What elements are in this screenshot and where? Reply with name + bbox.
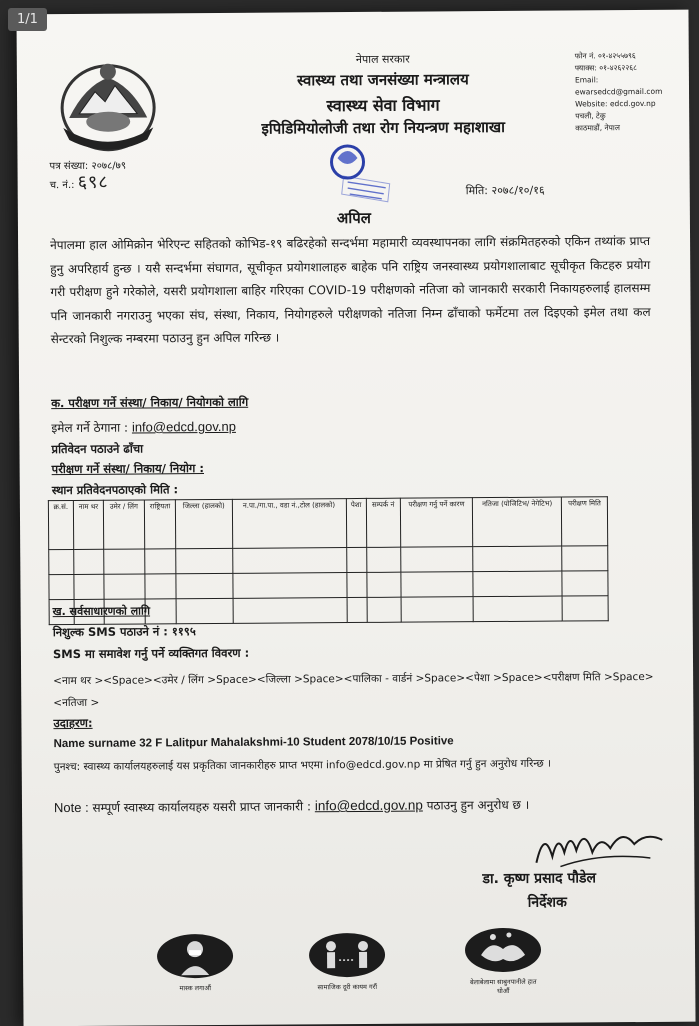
table-cell bbox=[346, 547, 366, 572]
report-format-label: प्रतिवेदन पठाउने ढाँचा bbox=[51, 441, 144, 457]
table-cell bbox=[562, 571, 608, 596]
table-cell bbox=[367, 597, 401, 622]
org-line: परीक्षण गर्ने संस्था/ निकाय/ नियोग : bbox=[51, 461, 205, 477]
appeal-body: नेपालमा हाल ओमिक्रोन भेरिएन्ट सहितको कोभिड-१९ बढिरहेको सन्दर्भमा महामारी व्यवस्थापनका लागि संक्रमितहरुको एकिन तथ्यांक प्राप्त हुनु अपरिहार्य हुन्छ । यसै सन्दर्भमा संघागत, सूचीकृत प्रयोगशालाहरु बाहेक पनि राष्ट्रिय जनस्वास्थ्य प्रयोगशालाबाट सूचीकृत किटहरु प्रयोग गरी परीक्षण हुने गरेकोले, यसरी प्रयोगशाला बाहिर गरिएका COVID-19 परीक्षणको नतिजा को जानकारी सरकारी निकायहरुलाई हालसम्म पनि जानकारी नगराउनु भएका संघ, संस्था, निकाय, नियोगहरुले परीक्षणको नतिजा निम्न ढाँचाको फर्मेटमा तल दिइएको इमेल तथा कल सेन्टरको निशुल्क नम्बरमा पठाउनु हुन अपिल गरिन्छ । bbox=[50, 233, 651, 347]
postscript-text: पुनश्च: स्वास्थ्य कार्यालयहरुलाई यस प्रकृतिका जानकारीहरु प्राप्त भएमा info@edcd.gov.np मा प्रेषित गर्नु हुन अनुरोध गरिन्छ । bbox=[53, 757, 552, 774]
contact-address-1: पचली, टेकु bbox=[575, 111, 606, 121]
table-cell bbox=[145, 574, 177, 599]
table-header-cell: परीक्षण गर्नु पर्ने कारण bbox=[400, 498, 473, 548]
patra-value: २०७८/७९ bbox=[91, 160, 127, 172]
table-cell bbox=[400, 547, 473, 573]
table-header-row bbox=[48, 497, 607, 550]
section-b-heading: ख. सर्वसाधारणको लागि bbox=[52, 604, 151, 619]
signature-icon bbox=[530, 822, 670, 873]
table-cell bbox=[401, 572, 474, 598]
division-name: इपिडिमियोलोजी तथा रोग नियन्त्रण महाशाखा bbox=[261, 117, 506, 138]
cha-label: च. नं.: bbox=[49, 179, 75, 192]
table-header-cell: राष्ट्रियता bbox=[144, 500, 176, 549]
note-email-link[interactable]: info@edcd.gov.np bbox=[314, 797, 423, 814]
signatory-title: निर्देशक bbox=[527, 894, 567, 911]
handwash-caption: बेलाबेलामा साबुनपानीले हात धोऔं bbox=[469, 977, 537, 996]
note-text: सम्पूर्ण स्वास्थ्य कार्यालयहरु यसरी प्राप्त जानकारी : bbox=[92, 799, 312, 815]
table-cell bbox=[49, 574, 74, 599]
patra-label: पत्र संख्या: bbox=[49, 160, 89, 173]
department-name: स्वास्थ्य सेवा विभाग bbox=[326, 95, 440, 116]
table-cell bbox=[401, 597, 474, 623]
table-header-cell: न.पा./गा.पा., वडा नं.,टोल (हालको) bbox=[232, 499, 346, 549]
email-label: इमेल गर्ने ठेगाना : bbox=[51, 420, 129, 436]
note-label: Note : bbox=[53, 799, 89, 816]
email-link[interactable]: info@edcd.gov.np bbox=[131, 418, 236, 435]
table-cell bbox=[176, 573, 232, 598]
table-cell bbox=[104, 549, 145, 574]
table-header-cell: क्र.सं. bbox=[48, 500, 73, 549]
table-row bbox=[49, 571, 608, 600]
page-counter: 1/1 bbox=[8, 8, 47, 31]
contact-address-2: काठमाडौं, नेपाल bbox=[575, 123, 620, 133]
table-cell bbox=[74, 574, 105, 599]
table-cell bbox=[473, 546, 562, 572]
table-cell bbox=[473, 596, 562, 622]
table-cell bbox=[232, 548, 346, 574]
table-header-cell: उमेर / लिंग bbox=[104, 500, 145, 549]
mask-caption: मास्क लगाऔं bbox=[179, 984, 212, 993]
handwash-icon bbox=[463, 925, 543, 976]
table-cell bbox=[233, 598, 347, 624]
table-header-cell: नतिजा (पोजिटिभ/ नेगेटिभ) bbox=[473, 497, 562, 547]
table-cell bbox=[176, 598, 232, 623]
table-row bbox=[49, 546, 608, 575]
office-stamp-icon bbox=[307, 136, 398, 209]
mask-icon bbox=[155, 931, 235, 982]
distance-caption: सामाजिक दूरी कायम गरौं bbox=[317, 982, 378, 992]
sms-detail-label: SMS मा समावेश गर्नु पर्ने व्यक्तिगत विवरण : bbox=[52, 645, 250, 662]
table-cell bbox=[347, 572, 367, 597]
cha-value: ६९८ bbox=[77, 171, 109, 193]
note-row bbox=[54, 796, 529, 816]
contact-website: Website: edcd.gov.np bbox=[575, 98, 656, 109]
table-cell bbox=[104, 574, 145, 599]
distance-icon bbox=[307, 930, 387, 981]
gov-name: नेपाल सरकार bbox=[355, 52, 410, 66]
table-cell bbox=[347, 597, 367, 622]
sms-number: निशुल्क SMS पठाउने नं : ११९५ bbox=[52, 624, 196, 640]
letter-date: मिति: २०७८/१०/१६ bbox=[465, 183, 545, 198]
reference-block bbox=[49, 159, 126, 195]
table-cell bbox=[74, 549, 105, 574]
table-cell bbox=[144, 549, 176, 574]
table-header-cell: सम्पर्क नं bbox=[366, 498, 400, 547]
example-label: उदाहरण: bbox=[53, 715, 93, 731]
ministry-name: स्वास्थ्य तथा जनसंख्या मन्त्रालय bbox=[297, 70, 469, 90]
contact-block bbox=[575, 50, 686, 135]
document-page bbox=[16, 10, 695, 1026]
table-header-cell: परीक्षण मिति bbox=[562, 497, 608, 546]
table-cell bbox=[232, 573, 346, 599]
letter-subject: अपिल bbox=[336, 208, 371, 228]
sms-format: <नाम थर ><Space><उमेर / लिंग >Space><जिल्ला >Space><पालिका - वार्डनं >Space><पेशा >Space><परीक्षण मिति >Space><नतिजा > bbox=[53, 670, 654, 710]
table-header-cell: पेशा bbox=[346, 498, 367, 547]
table-cell bbox=[176, 548, 232, 573]
table-cell bbox=[49, 549, 74, 574]
note-tail: पठाउनु हुन अनुरोध छ । bbox=[426, 797, 530, 813]
table-cell bbox=[562, 596, 608, 621]
contact-fax: फ्याक्स: ०१-४२६२२६८ bbox=[574, 63, 638, 73]
example-text: Name surname 32 F Lalitpur Mahalakshmi-10 Student 2078/10/15 Positive bbox=[53, 735, 454, 751]
table-cell bbox=[367, 572, 401, 597]
email-row bbox=[51, 418, 236, 436]
table-cell bbox=[473, 571, 562, 597]
table-header-cell: जिल्ला (हालको) bbox=[176, 499, 233, 548]
contact-phone: फोन नं. ०१-४२५५७९६ bbox=[574, 51, 636, 61]
signatory-name: डा. कृष्ण प्रसाद पौडेल bbox=[482, 870, 597, 888]
table-cell bbox=[367, 547, 401, 572]
table-header-cell: नाम थर bbox=[73, 500, 104, 549]
place-date-line: स्थान प्रतिवेदनपठाएको मिति : bbox=[51, 482, 179, 498]
contact-email-label: Email: bbox=[574, 75, 599, 85]
table-cell bbox=[562, 546, 608, 571]
contact-email: ewarsedcd@gmail.com bbox=[574, 86, 663, 97]
section-a-heading: क. परीक्षण गर्ने संस्था/ निकाय/ नियोगको लागि bbox=[51, 394, 249, 411]
